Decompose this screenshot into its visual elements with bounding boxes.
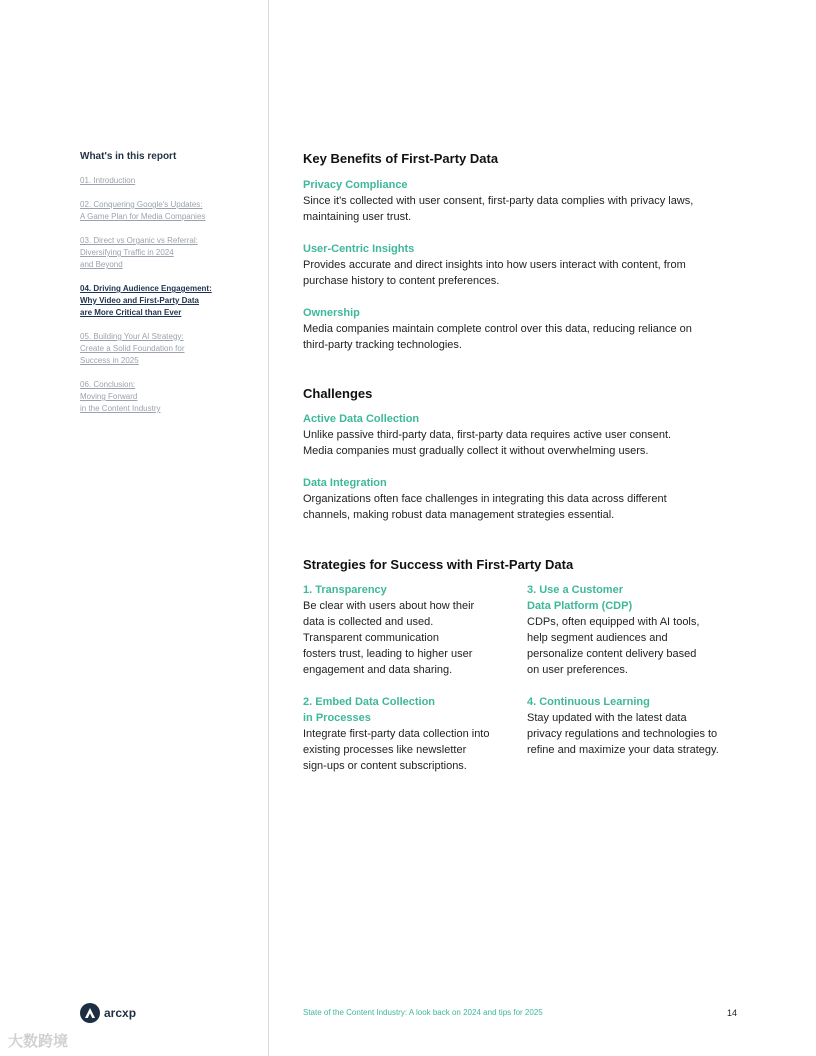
benefit-insights: User-Centric Insights Provides accurate and direct insights into how users interact with content, from purchase history to content preferences. [303, 241, 743, 289]
strategy-transparency: 1. Transparency Be clear with users about how their data is collected and used. Transparent communication fosters trust, leading to higher user engagement and data sharing. [303, 584, 475, 676]
arcxp-logo-icon [80, 1003, 100, 1023]
challenge-active-collection: Active Data Collection Unlike passive third-party data, first-party data requires active user consent. Media companies must gradually collect it without overwhelming users. [303, 411, 743, 459]
footer-tagline: State of the Content Industry: A look back on 2024 and tips for 2025 [303, 1008, 543, 1017]
column-divider [268, 0, 269, 1056]
toc-link-traffic[interactable]: 03. Direct vs Organic vs Referral: Diversifying Traffic in 2024 and Beyond [80, 236, 198, 269]
strategies-title: Strategies for Success with First-Party Data [303, 557, 574, 572]
watermark: 大数跨境 [8, 1033, 69, 1050]
benefit-heading: Ownership [303, 307, 360, 319]
challenges-title: Challenges [303, 386, 373, 401]
benefit-heading: User-Centric Insights [303, 243, 415, 255]
toc-heading: What's in this report [80, 151, 177, 162]
toc-link-conclusion[interactable]: 06. Conclusion: Moving Forward in the Content Industry [80, 380, 161, 413]
challenge-heading: Active Data Collection [303, 413, 420, 425]
brand-name: arcxp [104, 1006, 137, 1020]
toc-link-introduction[interactable]: 01. Introduction [80, 176, 136, 185]
strategy-cdp: 3. Use a Customer Data Platform (CDP) CDPs, often equipped with AI tools, help segment audiences and personalize content delivery based on user preferences. [527, 584, 700, 676]
challenge-heading: Data Integration [303, 477, 387, 489]
challenge-data-integration: Data Integration Organizations often face challenges in integrating this data across different channels, making robust data management strategies essential. [303, 475, 743, 523]
page-number: 14 [727, 1008, 738, 1018]
toc-link-ai-strategy[interactable]: 05. Building Your AI Strategy: Create a Solid Foundation for Success in 2025 [80, 332, 185, 365]
benefit-privacy: Privacy Compliance Since it's collected with user consent, first-party data complies with privacy laws, maintaining user trust. [303, 177, 743, 225]
benefit-ownership: Ownership Media companies maintain complete control over this data, reducing reliance on third-party tracking technologies. [303, 305, 743, 353]
toc-link-audience-engagement[interactable]: 04. Driving Audience Engagement: Why Video and First-Party Data are More Critical than Ever [80, 284, 212, 317]
main-content [303, 151, 743, 772]
strategy-embed-collection: 2. Embed Data Collection in Processes Integrate first-party data collection into existing processes like newsletter sign-ups or content subscriptions. [303, 696, 490, 772]
toc-link-google-updates[interactable]: 02. Conquering Google's Updates: A Game Plan for Media Companies [80, 200, 206, 221]
strategy-continuous-learning: 4. Continuous Learning Stay updated with the latest data privacy regulations and technologies to refine and maximize your data strategy. [527, 696, 719, 756]
benefit-heading: Privacy Compliance [303, 179, 408, 191]
benefits-title: Key Benefits of First-Party Data [303, 151, 499, 166]
table-of-contents [80, 151, 250, 427]
arcxp-logo [80, 1003, 136, 1023]
